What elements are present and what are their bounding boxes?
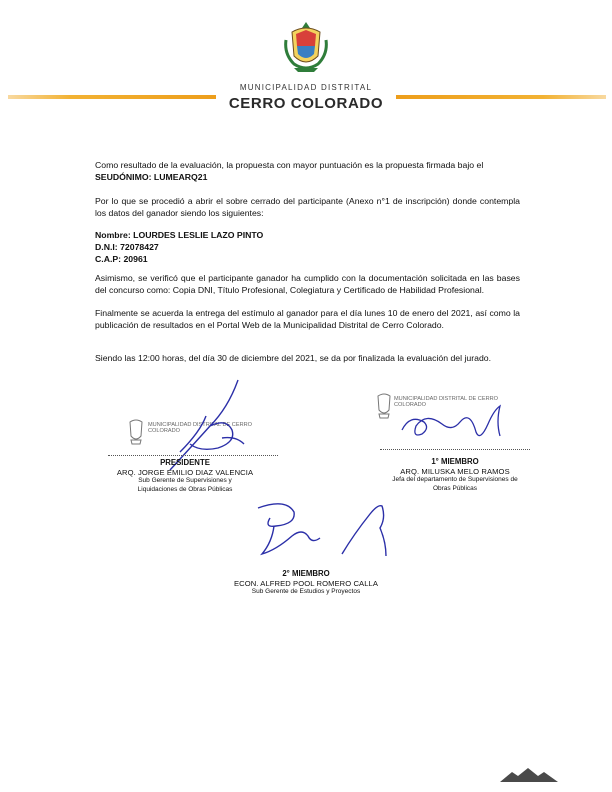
president-title-1: Sub Gerente de Supervisiones y bbox=[138, 477, 232, 485]
paragraph-closing: Siendo las 12:00 horas, del día 30 de diciembre del 2021, se da por finalizada la evaluación del jurado. bbox=[95, 353, 492, 363]
member2-name: ECON. ALFRED POOL ROMERO CALLA bbox=[233, 578, 379, 588]
paragraph-verification: Asimismo, se verificó que el participante ganador ha cumplido con la documentación solicitada en las bases del concurso como: Copia DNI, Título Profesional, Colegiatura y Certificado de Habilidad Profesional. bbox=[95, 273, 520, 296]
president-block bbox=[80, 458, 290, 494]
municipal-crest-logo bbox=[284, 20, 328, 74]
president-title-2: Liquidaciones de Obras Públicas bbox=[137, 485, 233, 493]
president-stamp-text: MUNICIPALIDAD DISTRITAL DE CERRO COLORADO bbox=[148, 422, 253, 434]
mountain-footer-logo bbox=[500, 766, 558, 782]
president-role: PRESIDENTE bbox=[160, 458, 210, 467]
entity-name-line1: MUNICIPALIDAD DISTRITAL bbox=[239, 83, 373, 92]
member2-title-1: Sub Gerente de Estudios y Proyectos bbox=[251, 588, 361, 596]
paragraph-opening: Por lo que se procedió a abrir el sobre cerrado del participante (Anexo n°1 de inscripción) donde contempla los datos del ganador siendo los siguientes: bbox=[95, 196, 520, 219]
member1-signature bbox=[396, 402, 526, 446]
paragraph-delivery: Finalmente se acuerda la entrega del estímulo al ganador para el día lunes 10 de enero del 2021, así como la publicación de resultados en el Portal Web de la Municipalidad Distrital de Cerro Colorado. bbox=[95, 308, 520, 331]
pseudonym: SEUDÓNIMO: LUMEARQ21 bbox=[95, 172, 208, 183]
member1-stamp-crest bbox=[376, 392, 392, 420]
entity-name-line2: CERRO COLORADO bbox=[228, 95, 384, 112]
president-signature-line bbox=[108, 455, 278, 456]
winner-name: Nombre: LOURDES LESLIE LAZO PINTO bbox=[95, 230, 264, 240]
paragraph-result-text: Como resultado de la evaluación, la propuesta con mayor puntuación es la propuesta firmada bajo el bbox=[95, 160, 484, 170]
paragraph-result bbox=[95, 159, 520, 184]
president-name: ARQ. JORGE EMILIO DIAZ VALENCIA bbox=[116, 467, 254, 477]
member1-stamp-text: MUNICIPALIDAD DISTRITAL DE CERRO COLORADO bbox=[394, 396, 499, 408]
member1-role: 1° MIEMBRO bbox=[431, 457, 479, 466]
member1-signature-line bbox=[380, 449, 530, 450]
member2-signature bbox=[246, 498, 406, 562]
member1-title-2: Obras Públicas bbox=[432, 484, 478, 492]
member1-name: ARQ. MILUSKA MELO RAMOS bbox=[400, 466, 510, 476]
member1-title-1: Jefa del departamento de Supervisiones de bbox=[392, 476, 518, 484]
winner-dni: D.N.I: 72078427 bbox=[95, 242, 159, 253]
winner-details bbox=[95, 229, 520, 266]
member1-block bbox=[355, 457, 555, 493]
member2-role: 2° MIEMBRO bbox=[282, 569, 330, 578]
winner-cap: C.A.P: 20961 bbox=[95, 254, 148, 265]
member2-block bbox=[206, 569, 406, 597]
